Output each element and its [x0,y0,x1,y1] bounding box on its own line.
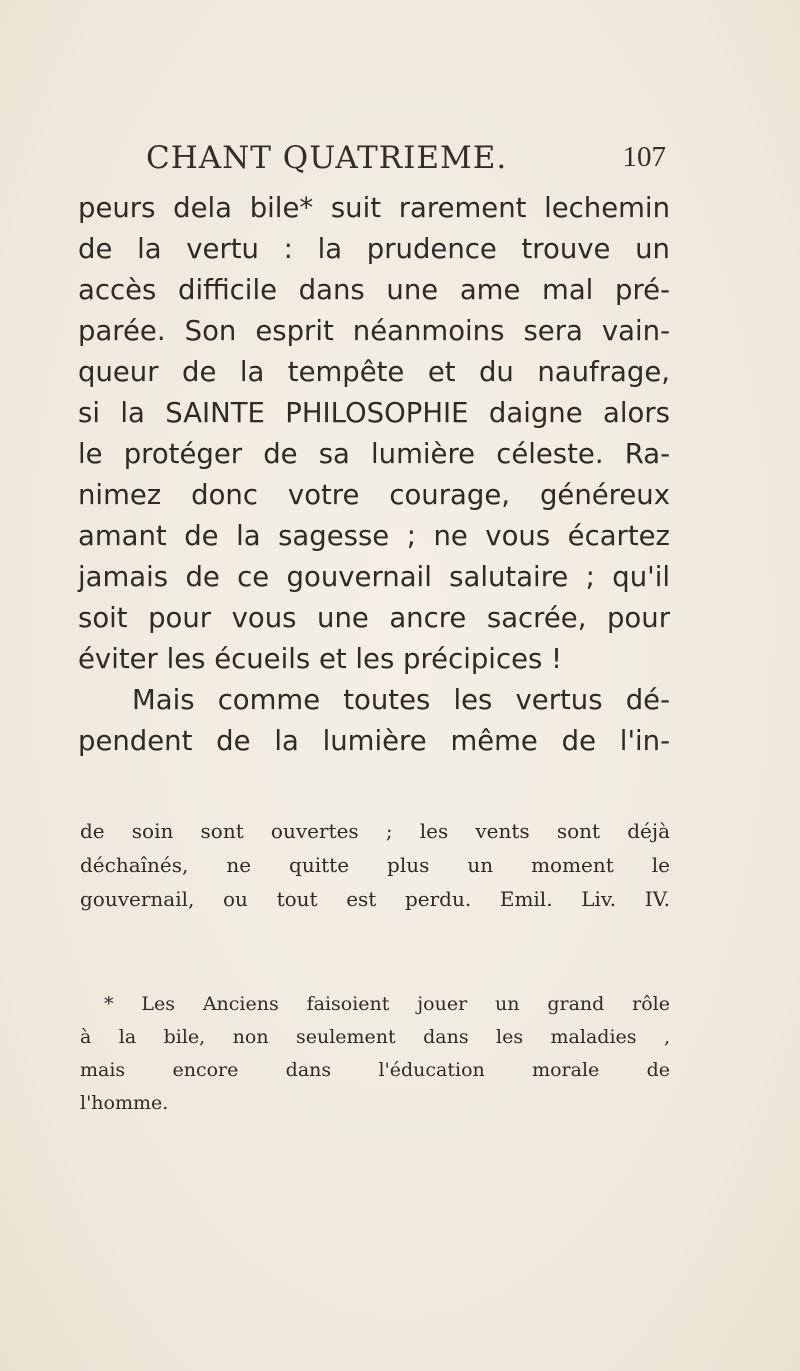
text-line: Mais comme toutes les vertus dé- [132,684,670,716]
note-line: de soin sont ouvertes ; les vents sont déjà [80,819,670,843]
continued-note [80,814,670,916]
footnote [80,988,670,1120]
footnote-line: mais encore dans l'éducation morale de [80,1059,670,1081]
footnote-line: * Les Anciens faisoient jouer un grand rôle [104,993,670,1015]
text-line: amant de la sagesse ; ne vous écartez [78,520,670,552]
note-line: gouvernail, ou tout est perdu. Emil. Liv. IV. [80,887,670,911]
text-line: si la SAINTE PHILOSOPHIE daigne alors [78,397,670,429]
main-text [78,188,670,762]
text-line: soit pour vous une ancre sacrée, pour [78,602,670,634]
text-line: nimez donc votre courage, généreux [78,479,670,511]
text-line: queur de la tempête et du naufrage, [78,356,670,388]
footnote-line: à la bile, non seulement dans les maladies , [80,1026,670,1048]
running-head: CHANT QUATRIEME. [146,140,508,176]
text-line: de la vertu : la prudence trouve un [78,233,670,265]
page-number: 107 [622,141,666,173]
text-line: peurs dela bile* suit rarement lechemin [78,192,670,224]
note-line: déchaînés, ne quitte plus un moment le [80,853,670,877]
footnote-line: l'homme. [80,1092,169,1114]
text-line: parée. Son esprit néanmoins sera vain- [78,315,670,347]
text-line: accès difficile dans une ame mal pré- [78,274,670,306]
text-line: jamais de ce gouvernail salutaire ; qu'il [78,561,670,593]
text-line: pendent de la lumière même de l'in- [78,725,670,757]
text-line: le protéger de sa lumière céleste. Ra- [78,438,670,470]
page-header [146,140,666,186]
text-line: éviter les écueils et les précipices ! [78,643,563,675]
